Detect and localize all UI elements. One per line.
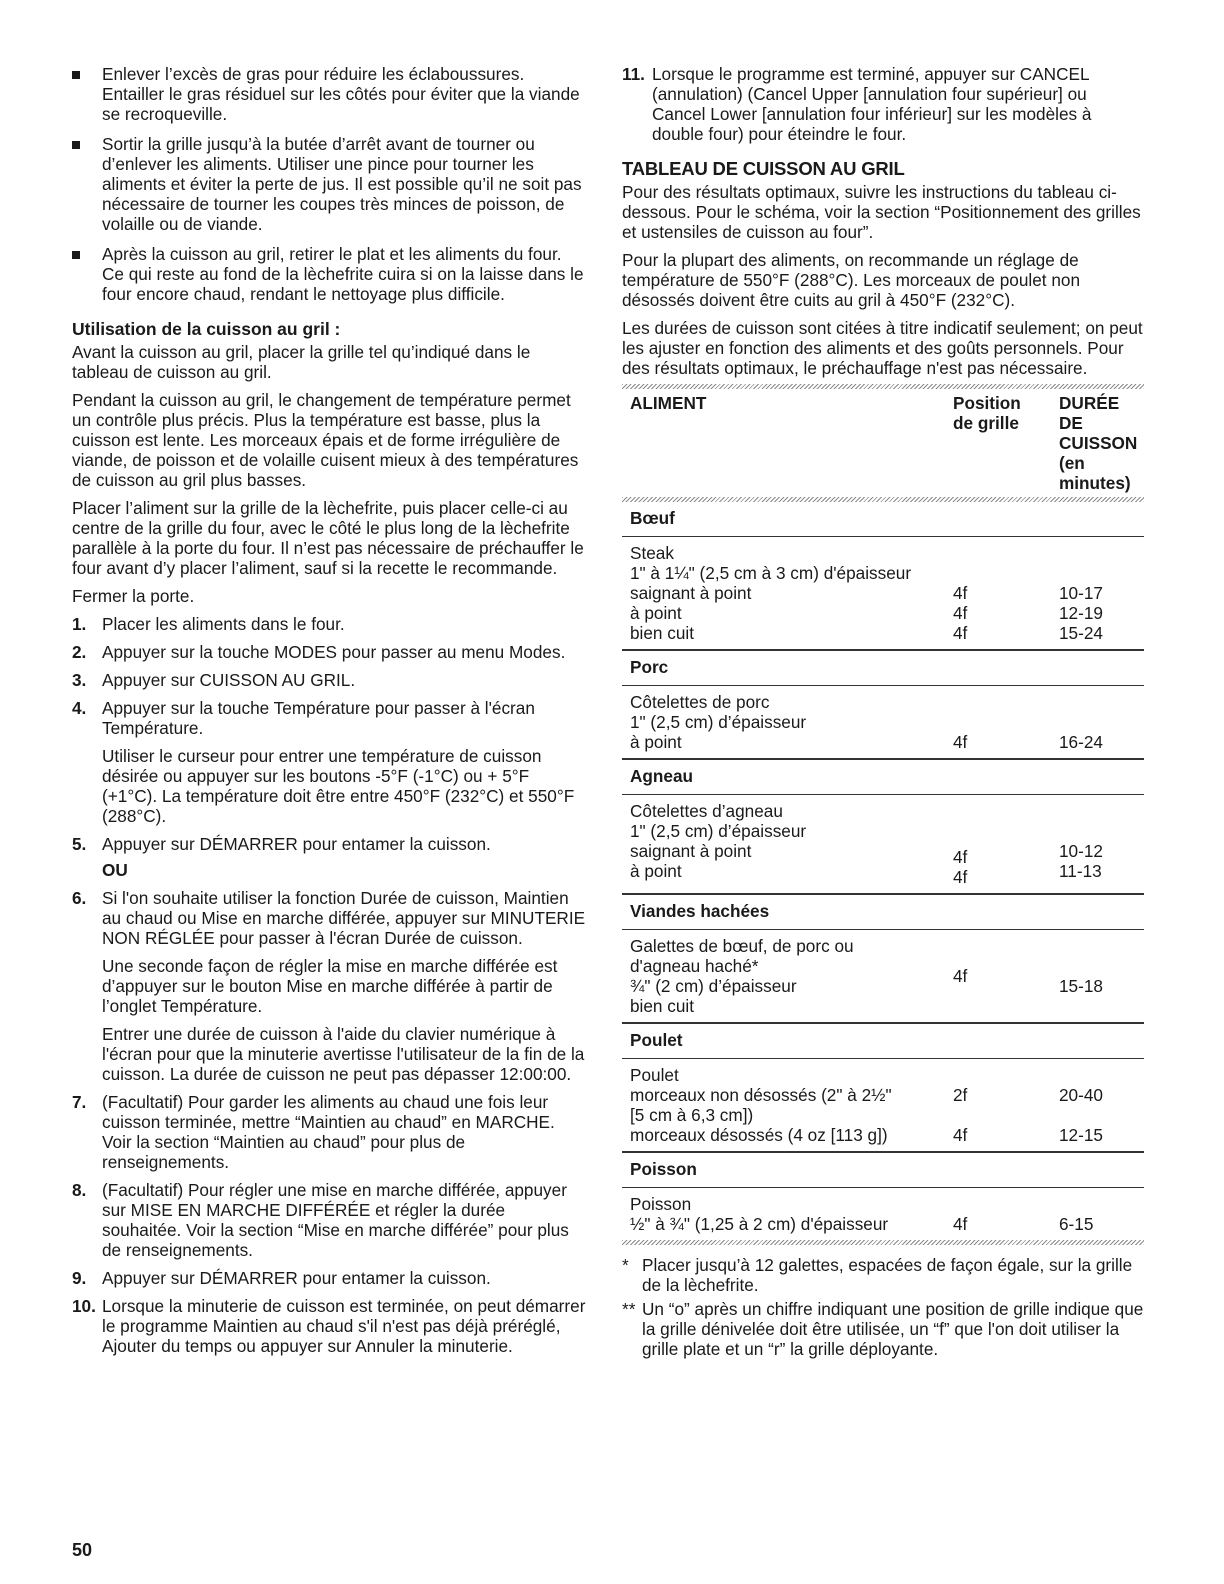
footnote: * Placer jusqu’à 12 galettes, espacées de façon égale, sur la grille de la lèchefrite. [622,1255,1133,1295]
or-label: OU [102,860,128,880]
paragraph: Pour la plupart des aliments, on recommande un réglage de température de 550°F (288°C). Les morceaux de poulet non désossés doivent être cuits au gril à 450°F (232°C). [622,250,1081,310]
table-row: Poulet morceaux non désossés (2" à 2½" [5 cm à 6,3 cm]) morceaux désossés (4 oz [113 g]) 2f 4f 20-40 12-15 [630,1065,1103,1145]
step-item: 8. (Facultatif) Pour régler une mise en marche différée, appuyer sur MISE EN MARCHE DIFFÉRÉE et régler la durée souhaitée. Voir la section “Mise en marche différée” pour plus de renseignements. [72,1180,569,1260]
section-heading: Utilisation de la cuisson au gril : [72,319,341,339]
step-item: 3. Appuyer sur CUISSON AU GRIL. [72,670,356,690]
bullet-item: Sortir la grille jusqu’à la butée d’arrêt avant de tourner ou d’enlever les aliments. Utiliser une pince pour tourner les aliments et éviter la perte de jus. Il est possible qu’il ne soit pas nécessaire de tourner les coupes très minces de poisson, de volaille ou de viande. [72,134,588,234]
step-item: 7. (Facultatif) Pour garder les aliments au chaud une fois leur cuisson terminée, mettre “Maintien au chaud” en MARCHE. Voir la section “Maintien au chaud” pour plus de renseignements. [72,1092,555,1172]
step-item: 4. Appuyer sur la touche Température pour passer à l'écran Température. Utiliser le curseur pour entrer une température de cuisson désirée ou appuyer sur les boutons -5°F (-1°C) ou + 5°F (+1°C). La température doit être entre 450°F (232°C) et 550°F (288°C). [72,698,588,826]
step-item: 9. Appuyer sur DÉMARRER pour entamer la cuisson. [72,1268,491,1288]
bullet-item: Après la cuisson au gril, retirer le plat et les aliments du four. Ce qui reste au fond de la lèchefrite cuira si on la laisse dans le four encore chaud, rendant le nettoyage plus difficile. [72,244,588,304]
step-item: 10. Lorsque la minuterie de cuisson est terminée, on peut démarrer le programme Maintien au chaud s'il n'est pas déjà préréglé, Ajouter du temps ou appuyer sur Annuler la minuterie. [72,1296,586,1356]
category-row: Bœuf [622,502,1144,537]
category-row: Viandes hachées [622,894,1144,930]
table-row: Steak 1" à 1¼" (2,5 cm à 3 cm) d'épaisseur saignant à point à point bien cuit 4f 4f 4f 10-17 12-19 15-24 [630,543,1103,643]
right-column [622,64,1144,1363]
page-number: 50 [72,1540,93,1560]
category-row: Agneau [622,759,1144,795]
bullet-item: Enlever l’excès de gras pour réduire les éclaboussures. Entailler le gras résiduel sur les côtés pour éviter que la viande se recroqueville. [72,64,588,124]
paragraph: Fermer la porte. [72,586,195,606]
paragraph: Pour des résultats optimaux, suivre les instructions du tableau ci-dessous. Pour le schéma, voir la section “Positionnement des grilles et ustensiles de cuisson au four”. [622,182,1141,242]
step-detail: Une seconde façon de régler la mise en marche différée est d’appuyer sur le bouton Mise en marche différée à partir de l’onglet Température. [102,956,558,1016]
footnote: ** Un “o” après un chiffre indiquant une position de grille indique que la grille dénivelée doit être utilisée, un “f” que l'on doit utiliser la grille plate et un “r” la grille déployante. [622,1299,1144,1359]
step-detail: Entrer une durée de cuisson à l'aide du clavier numérique à l'écran pour que la minuterie avertisse l'utilisateur de la fin de la cuisson. La durée de cuisson ne peut pas dépasser 12:00:00. [102,1024,585,1084]
square-bullet-icon [72,141,80,149]
table-bottom-rule [622,1240,1144,1245]
square-bullet-icon [72,251,80,259]
left-column [72,64,588,1364]
step-item: 6. Si l'on souhaite utiliser la fonction Durée de cuisson, Maintien au chaud ou Mise en marche différée, appuyer sur MINUTERIE NON RÉGLÉE pour passer à l'écran Durée de cuisson. Une seconde façon de régler la mise en marche différée est d’appuyer sur le bouton Mise en marche différée à partir de l’onglet Température. Entrer une durée de cuisson à l'aide du clavier numérique à l'écran pour que la minuterie avertisse l'utilisateur de la fin de la cuisson. La durée de cuisson ne peut pas dépasser 12:00:00. [72,888,588,1084]
category-row: Porc [622,650,1144,686]
header-position: Position de grille [953,393,1021,433]
paragraph: Avant la cuisson au gril, placer la grille tel qu’indiqué dans le tableau de cuisson au gril. [72,342,531,382]
table-row: Galettes de bœuf, de porc ou d'agneau haché* ¾" (2 cm) d’épaisseur bien cuit 4f 15-18 [630,936,1103,1016]
step-item: 5. Appuyer sur DÉMARRER pour entamer la cuisson. [72,834,491,854]
header-food: ALIMENT [630,393,707,413]
paragraph: Pendant la cuisson au gril, le changement de température permet un contrôle plus précis. Plus la température est basse, plus la cuisson est lente. Les morceaux épais et de forme irrégulière de viande, de poisson et de volaille cuisent mieux à des températures de cuisson au gril plus basses. [72,390,579,490]
category-row: Poisson [622,1152,1144,1188]
table-row: Côtelettes de porc 1" (2,5 cm) d’épaisseur à point 4f 16-24 [630,692,1103,752]
square-bullet-icon [72,71,80,79]
section-heading: TABLEAU DE CUISSON AU GRIL [622,158,905,179]
table-row: Poisson ½" à ¾" (1,25 à 2 cm) d'épaisseur 4f 6-15 [630,1194,1094,1234]
step-item: 1. Placer les aliments dans le four. [72,614,345,634]
table-header-row [622,389,1144,497]
category-row: Poulet [622,1023,1144,1059]
table-row: Côtelettes d’agneau 1" (2,5 cm) d’épaisseur saignant à point à point 4f 4f 10-12 11-13 [630,801,1103,887]
paragraph: Placer l’aliment sur la grille de la lèchefrite, puis placer celle-ci au centre de la grille du four, avec le côté le plus long de la lèchefrite parallèle à la porte du four. Il n’est pas nécessaire de préchauffer le four avant d’y placer l’aliment, sauf si la recette le recommande. [72,498,584,578]
step-item: 2. Appuyer sur la touche MODES pour passer au menu Modes. [72,642,566,662]
step-item: 11. Lorsque le programme est terminé, appuyer sur CANCEL (annulation) (Cancel Upper [annulation four supérieur] ou Cancel Lower [annulation four inférieur] sur les modèles à double four) pour éteindre le four. [622,64,1092,144]
broil-chart-table [622,389,1144,1240]
paragraph: Les durées de cuisson sont citées à titre indicatif seulement; on peut les ajuster en fonction des aliments et des goûts personnels. Pour des résultats optimaux, le préchauffage n'est pas nécessaire. [622,318,1143,378]
step-detail: Utiliser le curseur pour entrer une température de cuisson désirée ou appuyer sur les boutons -5°F (-1°C) ou + 5°F (+1°C). La température doit être entre 450°F (232°C) et 550°F (288°C). [102,746,575,826]
header-time: DURÉE DE CUISSON (en minutes) [1059,393,1138,493]
